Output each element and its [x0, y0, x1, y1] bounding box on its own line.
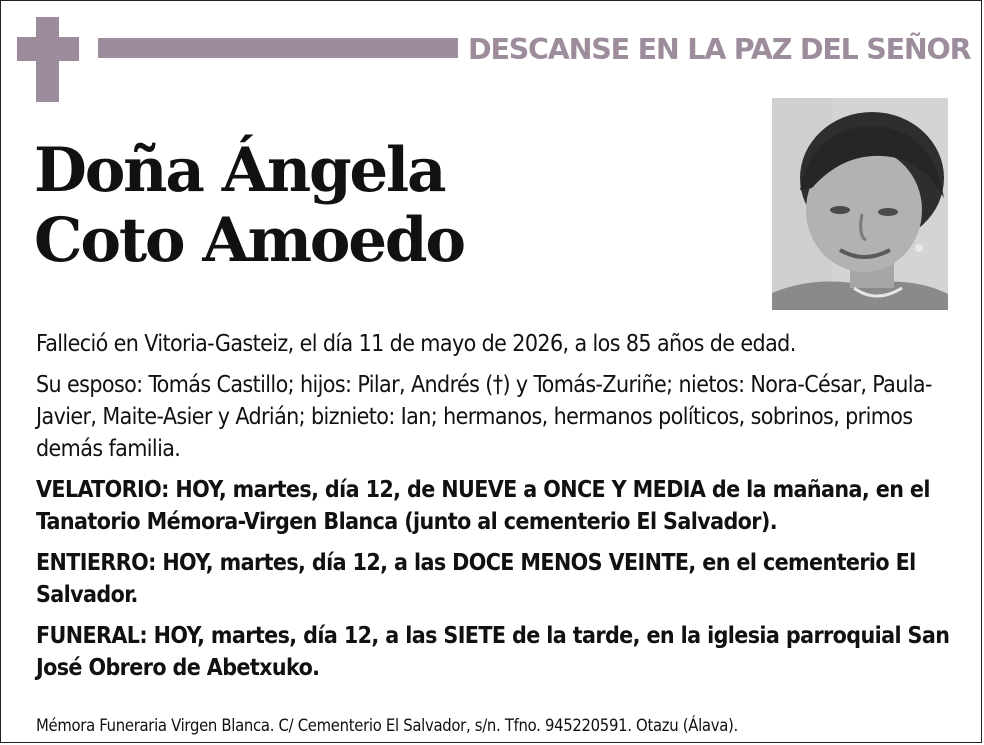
portrait-photo [772, 98, 948, 310]
portrait-illustration [772, 98, 948, 310]
velatorio-info: VELATORIO: HOY, martes, día 12, de NUEVE a ONCE Y MEDIA de la mañana, en el Tanatorio Mémora-Virgen Blanca (junto al cementerio El Salvador). [36, 477, 930, 535]
entierro-info: ENTIERRO: HOY, martes, día 12, a las DOCE MENOS VEINTE, en el cementerio El Salvador. [36, 550, 916, 608]
name-line-1: Doña Ángela [34, 135, 445, 206]
deceased-name [34, 136, 464, 276]
death-notice: Falleció en Vitoria-Gasteiz, el día 11 de mayo de 2026, a los 85 años de edad. [36, 331, 796, 357]
obituary-body [36, 328, 952, 693]
funeral-home-footer: Mémora Funeraria Virgen Blanca. C/ Cementerio El Salvador, s/n. Tfno. 945220591. Otazu (Álava). [36, 716, 738, 735]
header-title: DESCANSE EN LA PAZ DEL SEÑOR [468, 33, 971, 66]
family-list: Su esposo: Tomás Castillo; hijos: Pilar, Andrés (†) y Tomás-Zuriñe; nietos: Nora-César, Paula-Javier, Maite-Asier y Adrián; biznieto: Ian; hermanos, hermanos políticos, sobrinos, primos demás familia. [36, 372, 932, 462]
funeral-info: FUNERAL: HOY, martes, día 12, a las SIETE de la tarde, en la iglesia parroquial San José Obrero de Abetxuko. [36, 623, 950, 681]
header-bar [98, 38, 458, 58]
cross-icon-horizontal [17, 37, 79, 61]
name-line-2: Coto Amoedo [34, 205, 464, 276]
